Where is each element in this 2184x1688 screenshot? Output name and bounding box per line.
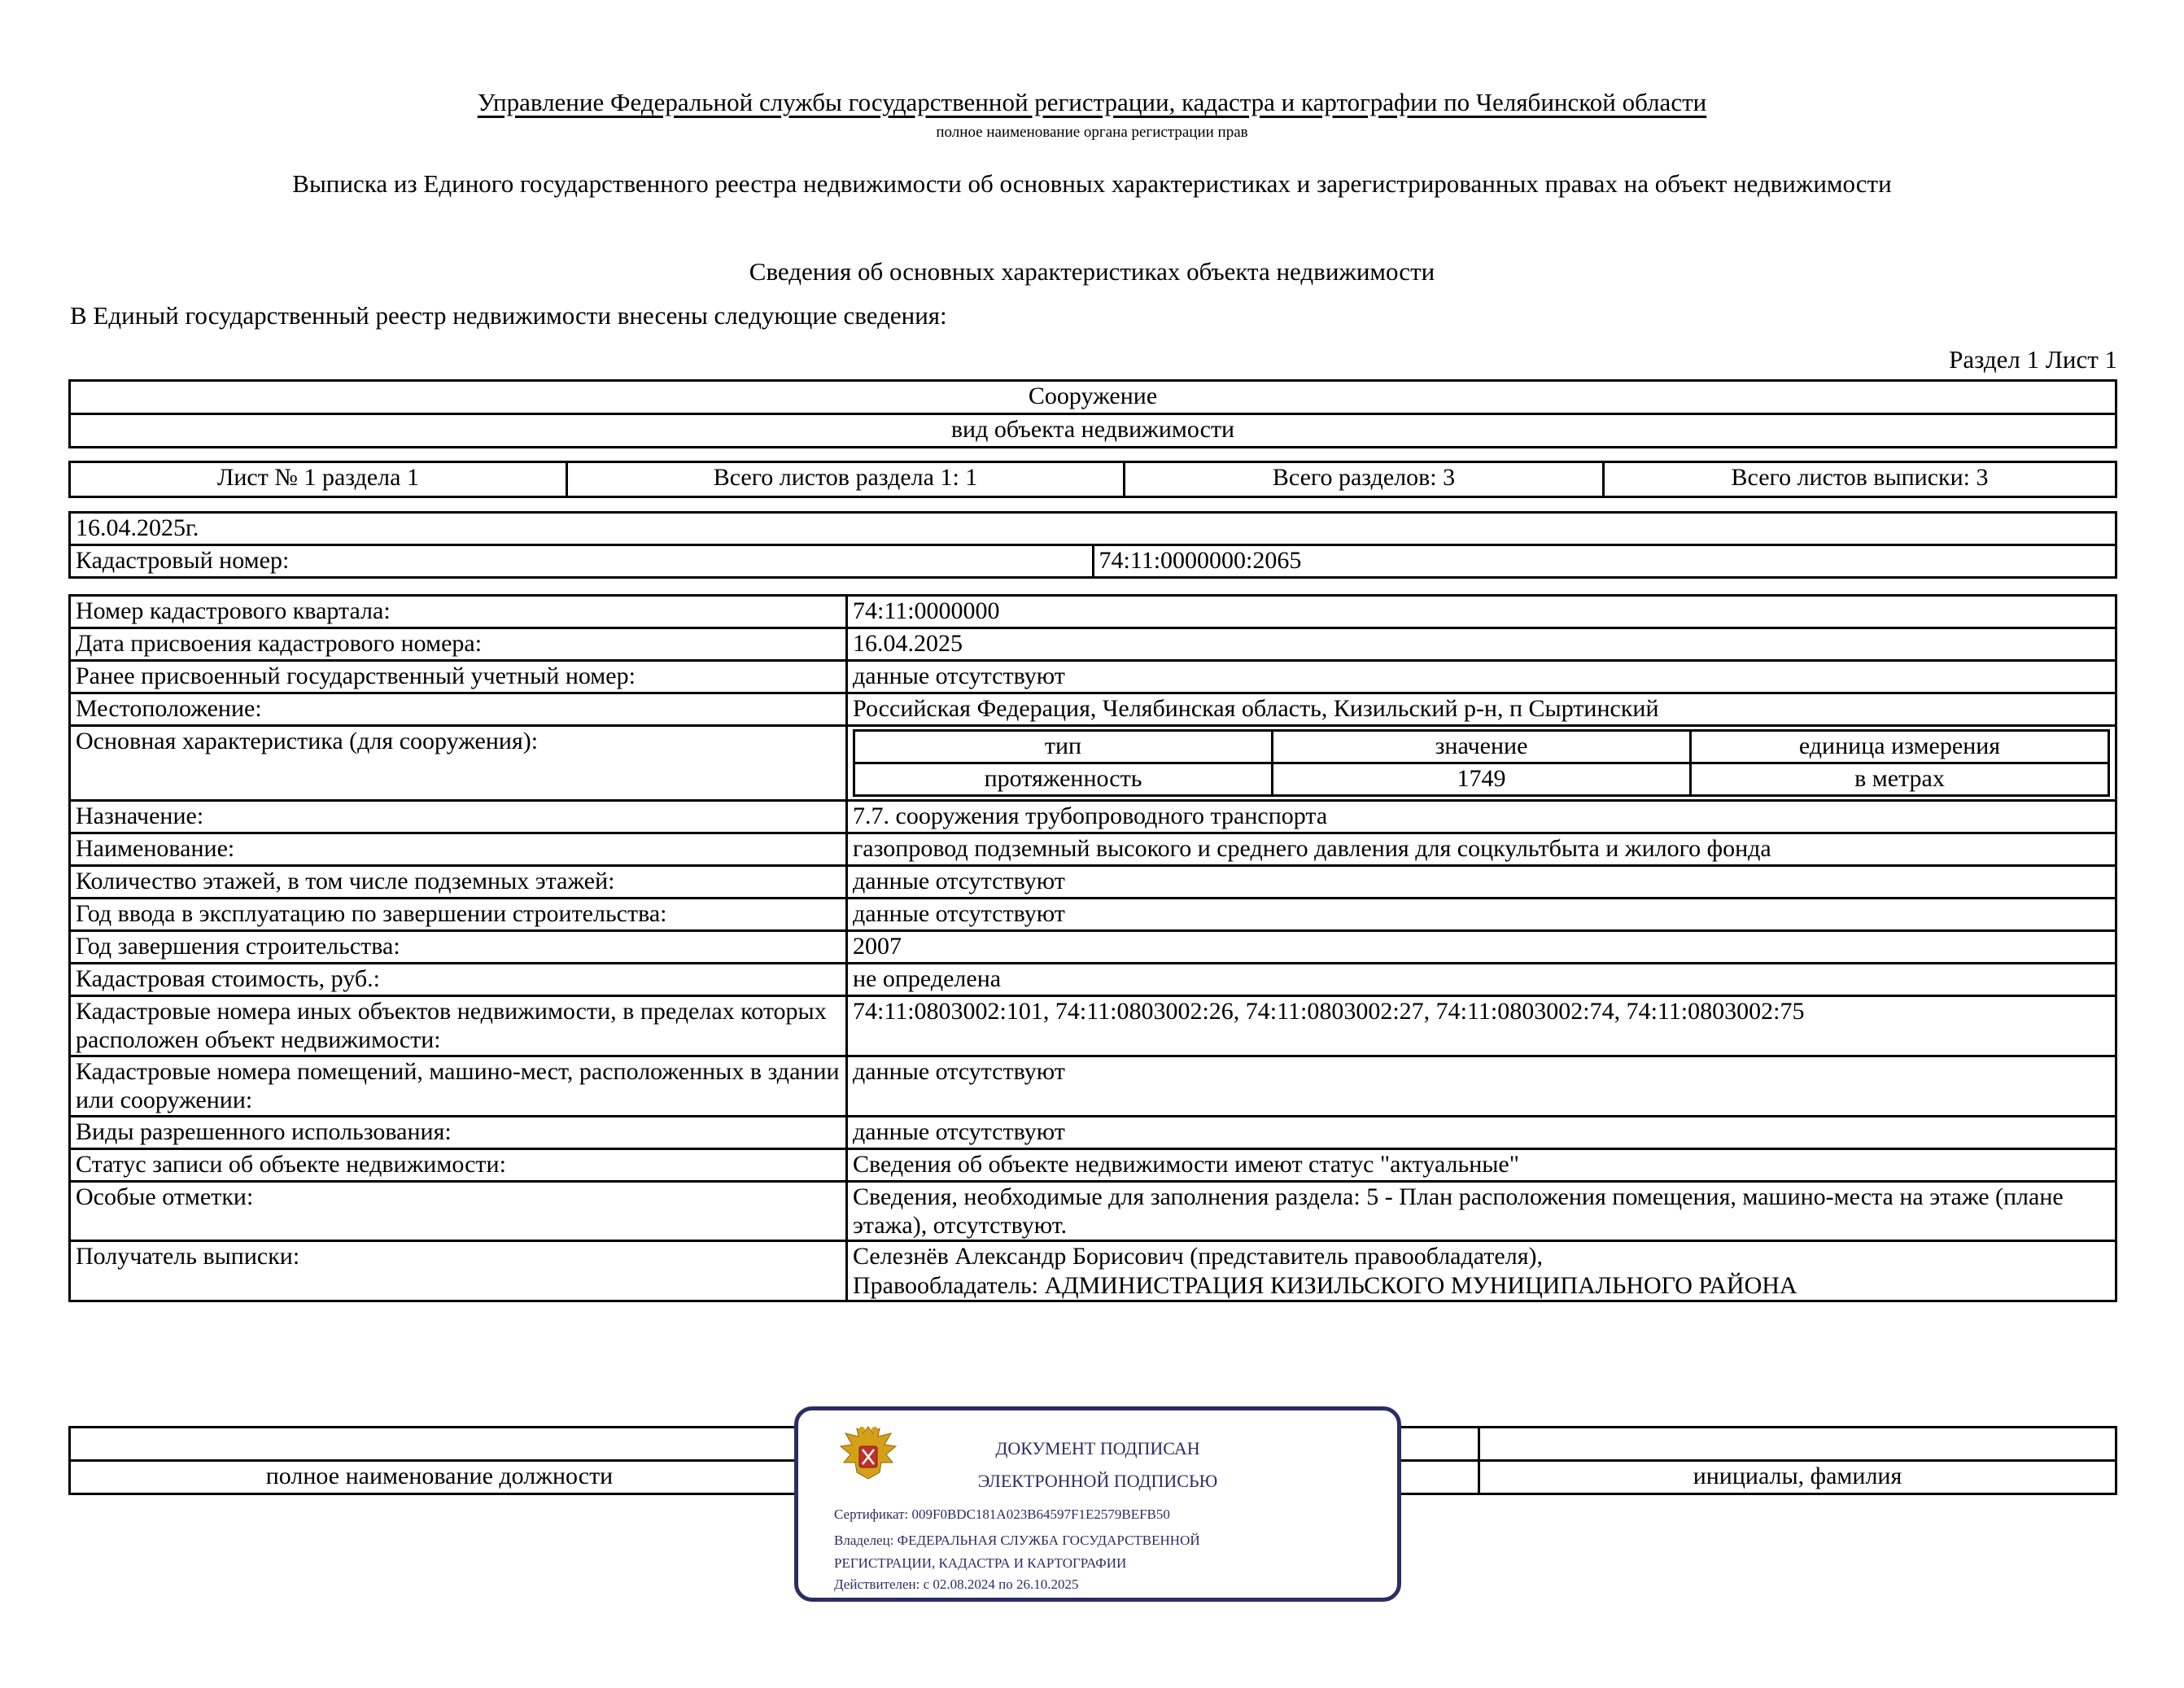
recipient-line1: Селезнёв Александр Борисович (представитель правообладателя), xyxy=(853,1243,1543,1270)
table-row xyxy=(70,866,2116,899)
row-value: Российская Федерация, Челябинская область, Кизильский р-н, п Сыртинский xyxy=(847,693,2116,726)
table-row xyxy=(70,1148,2116,1181)
col-unit: единица измерения xyxy=(1691,731,2109,763)
characteristic-type: протяженность xyxy=(854,763,1273,796)
total-sections: Всего разделов: 3 xyxy=(1125,462,1604,497)
table-row xyxy=(70,899,2116,931)
characteristic-subtable xyxy=(853,729,2110,797)
intro-text: В Единый государственный реестр недвижимости внесены следующие сведения: xyxy=(70,301,947,330)
table-row xyxy=(70,628,2116,661)
organization-name: Управление Федеральной службы государственной регистрации, кадастра и картографии по Челябинской области xyxy=(477,88,1707,116)
name-caption: инициалы, фамилия xyxy=(1479,1461,2116,1494)
row-label: Виды разрешенного использования: xyxy=(70,1116,847,1148)
table-row xyxy=(70,661,2116,693)
row-label: Ранее присвоенный государственный учетный номер: xyxy=(70,661,847,693)
page-reference: Раздел 1 Лист 1 xyxy=(1949,345,2117,374)
signature-position-blank xyxy=(70,1428,810,1461)
row-label: Год ввода в эксплуатацию по завершении строительства: xyxy=(70,899,847,931)
table-row xyxy=(70,1241,2116,1301)
table-row xyxy=(70,596,2116,628)
row-label: Местоположение: xyxy=(70,693,847,726)
object-type-table xyxy=(68,379,2117,448)
table-row xyxy=(70,693,2116,726)
row-label: Количество этажей, в том числе подземных этажей: xyxy=(70,866,847,899)
table-row xyxy=(70,964,2116,996)
row-value: данные отсутствуют xyxy=(847,1056,2116,1116)
row-label: Кадастровые номера иных объектов недвижимости, в пределах которых расположен объект недвижимости: xyxy=(70,996,847,1056)
row-value: не определена xyxy=(847,964,2116,996)
stamp-certificate: Сертификат: 009F0BDC181A023B64597F1E2579BEFB50 xyxy=(834,1507,1170,1522)
row-label: Кадастровые номера помещений, машино-мест, расположенных в здании или сооружении: xyxy=(70,1056,847,1116)
sheet-number: Лист № 1 раздела 1 xyxy=(70,462,567,497)
characteristic-unit: в метрах xyxy=(1691,763,2109,796)
header-block-table xyxy=(68,511,2117,579)
table-row xyxy=(70,996,2116,1056)
characteristic-label: Основная характеристика (для сооружения): xyxy=(70,726,847,801)
electronic-signature-stamp xyxy=(794,1406,1401,1602)
total-sheets: Всего листов выписки: 3 xyxy=(1604,462,2116,497)
characteristics-table xyxy=(68,594,2117,1302)
row-value: 74:11:0000000 xyxy=(847,596,2116,628)
stamp-subtitle: ЭЛЕКТРОННОЙ ПОДПИСЬЮ xyxy=(977,1471,1218,1491)
object-type-caption: вид объекта недвижимости xyxy=(70,414,2116,448)
row-label: Назначение: xyxy=(70,801,847,833)
row-value: данные отсутствуют xyxy=(847,661,2116,693)
row-value: Сведения, необходимые для заполнения раздела: 5 - План расположения помещения, машино-места на этаже (плане этажа), отсутствуют. xyxy=(847,1181,2116,1241)
position-caption: полное наименование должности xyxy=(70,1461,810,1494)
sheets-table xyxy=(68,461,2117,498)
total-section-sheets: Всего листов раздела 1: 1 xyxy=(567,462,1125,497)
extract-date: 16.04.2025г. xyxy=(70,513,2116,545)
stamp-owner-line2: РЕГИСТРАЦИИ, КАДАСТРА И КАРТОГРАФИИ xyxy=(834,1555,1127,1571)
recipient-line2: Правообладатель: АДМИНИСТРАЦИЯ КИЗИЛЬСКОГО МУНИЦИПАЛЬНОГО РАЙОНА xyxy=(853,1271,1797,1299)
row-value: газопровод подземный высокого и среднего давления для соцкультбыта и жилого фонда xyxy=(847,833,2116,866)
row-value: 74:11:0803002:101, 74:11:0803002:26, 74:11:0803002:27, 74:11:0803002:74, 74:11:0803002:75 xyxy=(847,996,2116,1056)
cadastral-number-label: Кадастровый номер: xyxy=(70,545,1094,578)
object-type-value: Сооружение xyxy=(70,381,2116,414)
stamp-title: ДОКУМЕНТ ПОДПИСАН xyxy=(995,1438,1200,1458)
row-value: Сведения об объекте недвижимости имеют статус "актуальные" xyxy=(847,1148,2116,1181)
col-type: тип xyxy=(854,731,1273,763)
row-value: данные отсутствуют xyxy=(847,866,2116,899)
recipient-label: Получатель выписки: xyxy=(70,1241,847,1301)
recipient-value xyxy=(847,1241,2116,1301)
table-row xyxy=(70,931,2116,964)
row-label: Номер кадастрового квартала: xyxy=(70,596,847,628)
table-row xyxy=(70,801,2116,833)
row-label: Статус записи об объекте недвижимости: xyxy=(70,1148,847,1181)
table-row xyxy=(70,726,2116,801)
stamp-validity: Действителен: с 02.08.2024 по 26.10.2025 xyxy=(834,1576,1079,1592)
table-row xyxy=(70,1116,2116,1148)
row-value: данные отсутствуют xyxy=(847,1116,2116,1148)
row-value: данные отсутствуют xyxy=(847,899,2116,931)
row-value: 7.7. сооружения трубопроводного транспорта xyxy=(847,801,2116,833)
row-value: 16.04.2025 xyxy=(847,628,2116,661)
characteristic-value: 1749 xyxy=(1273,763,1691,796)
row-label: Год завершения строительства: xyxy=(70,931,847,964)
row-value: 2007 xyxy=(847,931,2116,964)
stamp-owner-line1: Владелец: ФЕДЕРАЛЬНАЯ СЛУЖБА ГОСУДАРСТВЕННОЙ xyxy=(834,1533,1200,1548)
document-title: Выписка из Единого государственного реестра недвижимости об основных характеристиках и зарегистрированных правах на объект недвижимости xyxy=(292,169,1892,198)
row-label: Особые отметки: xyxy=(70,1181,847,1241)
row-label: Дата присвоения кадастрового номера: xyxy=(70,628,847,661)
section-heading: Сведения об основных характеристиках объекта недвижимости xyxy=(749,257,1435,286)
col-value: значение xyxy=(1273,731,1691,763)
table-row xyxy=(70,1181,2116,1241)
row-label: Кадастровая стоимость, руб.: xyxy=(70,964,847,996)
table-row xyxy=(70,833,2116,866)
characteristic-cell xyxy=(847,726,2116,801)
signature-name-blank xyxy=(1479,1428,2116,1461)
table-row xyxy=(70,1056,2116,1116)
cadastral-number-value: 74:11:0000000:2065 xyxy=(1093,545,2116,578)
row-label: Наименование: xyxy=(70,833,847,866)
organization-caption: полное наименование органа регистрации прав xyxy=(936,124,1248,141)
